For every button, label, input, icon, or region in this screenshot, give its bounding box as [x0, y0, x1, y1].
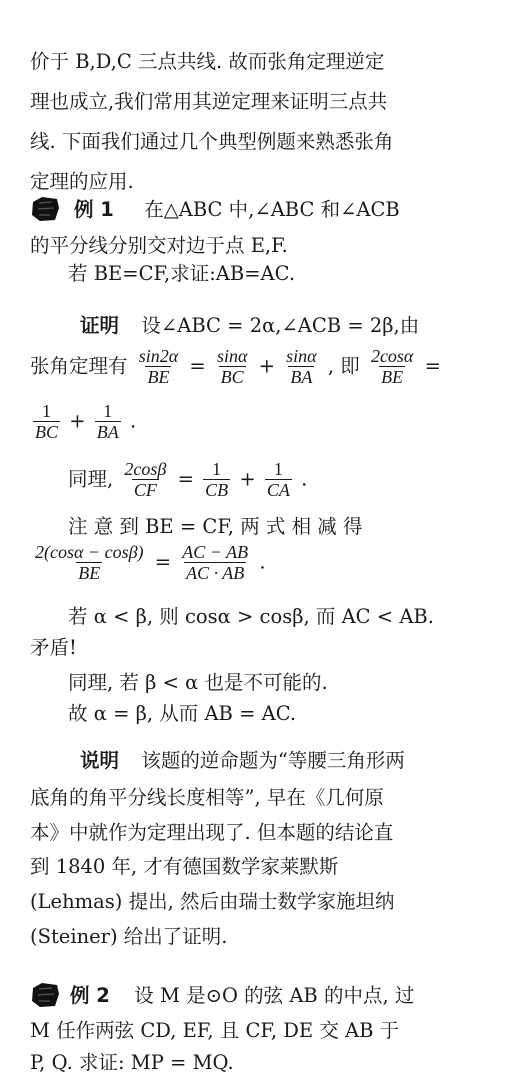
para1-line3: 线. 下面我们通过几个典型例题来熟悉张角	[30, 130, 394, 153]
proof-line2: 张角定理有 $\frac{\sin 2\alpha}{BE}$ = $\frac{\sin\alpha}{BC}$ + $\frac{\sin\alpha}{BA}$ , 即 $\frac{2\cos\alpha}{BE}$ =	[30, 346, 441, 387]
note-line2: 底角的角平分线长度相等”, 早在《几何原	[30, 786, 384, 809]
fraction-1-cb: $\frac{1}{CB}$	[205, 459, 229, 500]
proof-line10: 故 α = β, 从而 AB = AC.	[68, 702, 297, 725]
fraction-sin2a-be: $\frac{\sin 2\alpha}{BE}$	[138, 346, 179, 387]
proof-label: 证明	[80, 314, 120, 337]
note-line5: (Lehmas) 提出, 然后由瑞士数学家施坦纳	[30, 890, 395, 913]
example2-line3: P, Q. 求证: MP = MQ.	[30, 1051, 234, 1074]
example2-line2: M 任作两弦 CD, EF, 且 CF, DE 交 AB 于	[30, 1019, 400, 1042]
proof-line4: 同理, $\frac{2\cos\beta}{CF}$ = $\frac{1}{CB}$ + $\frac{1}{CA}$ .	[68, 459, 308, 500]
proof-line1: 设∠ABC = 2α,∠ACB = 2β,由	[141, 314, 420, 337]
proof-line6: $\frac{2(\cos\alpha - \cos\beta)}{BE}$ = $\frac{AC - AB}{AC \cdot AB}$ .	[35, 542, 266, 583]
proof-line8: 矛盾!	[30, 636, 77, 659]
proof-line2-prefix: 张角定理有	[30, 354, 128, 378]
fraction-1-ca: $\frac{1}{CA}$	[266, 459, 290, 500]
note-line1: 该题的逆命题为“等腰三角形两	[141, 749, 405, 772]
fraction-2cosa-be: $\frac{2\cos\alpha}{BE}$	[370, 346, 414, 387]
note-label: 说明	[80, 749, 120, 772]
example2-label: 例 2	[70, 984, 110, 1007]
fraction-cos-diff-be: $\frac{2(\cos\alpha - \cos\beta)}{BE}$	[35, 542, 144, 583]
fraction-2cosb-cf: $\frac{2\cos\beta}{CF}$	[124, 459, 167, 500]
para1-line4: 定理的应用.	[30, 170, 134, 193]
proof-line3: $\frac{1}{BC}$ + $\frac{1}{BA}$ .	[35, 401, 137, 442]
proof-line7: 若 α < β, 则 cosα > cosβ, 而 AC < AB.	[68, 605, 434, 628]
fraction-sina-ba: $\frac{\sin\alpha}{BA}$	[286, 346, 317, 387]
proof-line5: 注 意 到 BE = CF, 两 式 相 减 得	[68, 515, 363, 538]
fraction-1-bc: $\frac{1}{BC}$	[35, 401, 59, 442]
para1-line1: 价于 B,D,C 三点共线. 故而张角定理逆定	[30, 50, 385, 73]
para1-line2: 理也成立,我们常用其逆定理来证明三点共	[30, 90, 388, 113]
example1-line1: 在△ABC 中,∠ABC 和∠ACB	[144, 198, 400, 221]
fraction-sina-bc: $\frac{\sin\alpha}{BC}$	[216, 346, 248, 387]
example1-line2: 的平分线分别交对边于点 E,F.	[30, 234, 288, 257]
example1-label: 例 1	[74, 198, 114, 221]
note-line3: 本》中就作为定理出现了. 但本题的结论直	[30, 821, 394, 844]
ink-blot-icon	[30, 196, 60, 222]
note-line4: 到 1840 年, 才有德国数学家莱默斯	[30, 855, 339, 878]
note-line6: (Steiner) 给出了证明.	[30, 925, 228, 948]
example1-line3: 若 BE=CF,求证:AB=AC.	[68, 262, 296, 285]
fraction-ac-ab: $\frac{AC - AB}{AC \cdot AB}$	[182, 542, 249, 583]
ink-blot-icon	[30, 982, 60, 1008]
fraction-1-ba: $\frac{1}{BA}$	[96, 401, 119, 442]
proof-line9: 同理, 若 β < α 也是不可能的.	[68, 671, 328, 694]
example2-line1: 设 M 是⊙O 的弦 AB 的中点, 过	[134, 984, 415, 1007]
